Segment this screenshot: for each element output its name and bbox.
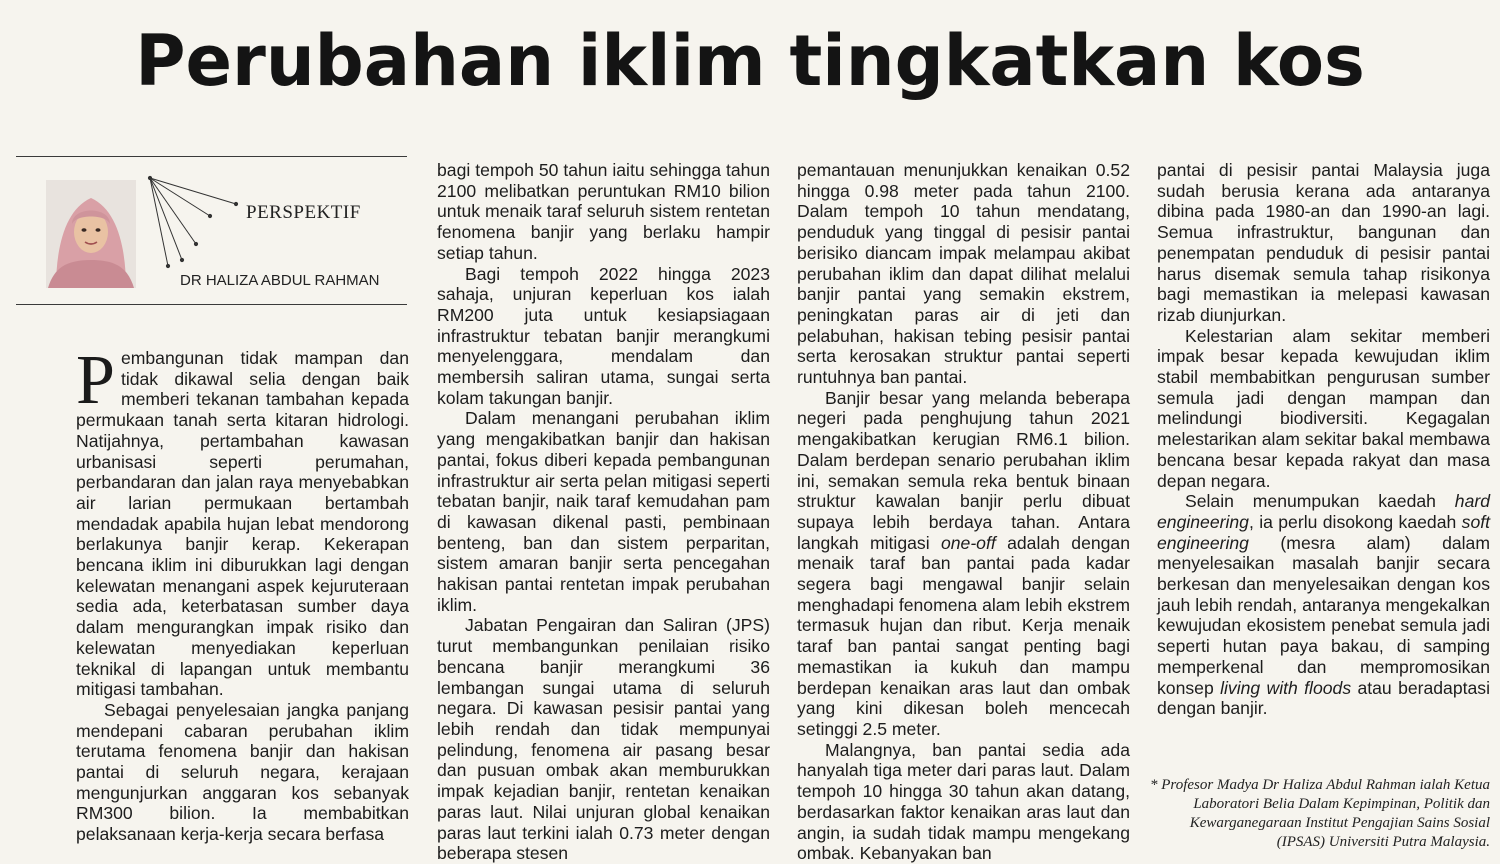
paragraph: Sebagai penyelesaian jangka panjang mendepani cabaran perubahan iklim terutama fenomena banjir dan hakisan pantai di seluruh negara, kerajaan mengunjurkan anggaran kos sebanyak RM300 bilion. Ia membabitkan pelaksanaan kerja-kerja secara berfasa xyxy=(76,699,409,845)
text-run: (mesra alam) dalam menyelesaikan masalah banjir secara berkesan dan menyelesaikan dengan kos jauh lebih rendah, antaranya mengekalkan kewujudan ekosistem penebat semula jadi seperti hutan paya bakau, di samping memperkenal dan mempromosikan konsep xyxy=(1157,532,1490,698)
author-footnote: * Profesor Madya Dr Haliza Abdul Rahman ialah Ketua Laboratori Belia Dalam Kepimpinan, Politik dan Kewarganegaraan Institut Pengajian Sains Sosial (IPSAS) Universiti Putra Malaysia. xyxy=(1150,777,1490,850)
author-photo xyxy=(46,180,136,288)
headline: Perubahan iklim tingkatkan kos xyxy=(135,20,1365,102)
italic-term: one-off xyxy=(940,532,996,553)
paragraph: Dalam menangani perubahan iklim yang mengakibatkan banjir dan hakisan pantai, fokus diberi kepada pembangunan infrastruktur air serta pelan mitigasi seperti tebatan banjir, naik taraf kemudahan pam di kawasan dikenal pasti, pembinaan benteng, ban dan sistem perparitan, sistem amaran banjir serta pencegahan hakisan pantai rentetan impak perubahan iklim. xyxy=(437,408,770,615)
paragraph: Bagi tempoh 2022 hingga 2023 sahaja, unjuran keperluan kos ialah RM200 juta untuk kesiapsiagaan infrastruktur tebatan banjir merangkumi menyelenggara, mendalam dan membersih saliran utama, sungai serta kolam takungan banjir. xyxy=(437,263,770,408)
paragraph xyxy=(797,388,1130,740)
text-run: Selain menumpukan kaedah xyxy=(1185,491,1455,512)
article-column-3 xyxy=(797,160,1130,864)
paragraph: Malangnya, ban pantai sedia ada hanyalah tiga meter dari paras laut. Dalam tempoh 10 hingga 30 tahun akan datang, berdasarkan faktor kenaikan aras laut dan angin, ia sudah tidak mampu mengekang ombak. Kebanyakan ban xyxy=(797,739,1130,864)
text-run: , ia perlu disokong kaedah xyxy=(1248,511,1462,532)
italic-term: soft engineering xyxy=(1157,511,1490,553)
article-column-4 xyxy=(1157,160,1490,719)
paragraph: Jabatan Pengairan dan Saliran (JPS) turut membangunkan penilaian risiko bencana banjir merangkumi 36 lembangan sungai utama di seluruh negara. Di kawasan pesisir pantai yang lebih rendah dan tidak mempunyai pelindung, fenomena air pasang besar dan pusuan ombak akan memburukkan impak kejadian banjir, rentetan kenaikan paras laut. Nilai unjuran global kenaikan paras laut terkini ialah 0.73 meter dengan beberapa stesen xyxy=(437,615,770,864)
italic-term: hard engineering xyxy=(1157,491,1490,532)
decorative-lines xyxy=(140,170,240,270)
paragraph: Kelestarian alam sekitar memberi impak besar kepada kewujudan iklim stabil membabitkan pengurusan sumber semula jadi dengan mampan dan melindungi biodiversiti. Kegagalan melestarikan alam sekitar bakal membawa bencana besar kepada rakyat dan masa depan negara. xyxy=(1157,325,1490,491)
column-section-label: PERSPEKTIF xyxy=(246,202,361,223)
paragraph: bagi tempoh 50 tahun iaitu sehingga tahun 2100 melibatkan peruntukan RM10 bilion untuk menaik taraf seluruh sistem rentetan fenomena banjir yang berlaku hampir setiap tahun. xyxy=(437,160,770,263)
article-column-1 xyxy=(76,342,409,845)
text-run: adalah dengan menaik taraf ban pantai pada kadar segera bagi mengawal banjir selain menghadapi fenomena alam lebih ekstrem termasuk hujan dan ribut. Kerja menaik taraf ban pantai sangat penting bagi memastikan ia kukuh dan mampu berdepan kenaikan aras laut dan ombak yang kini dikesan boleh mencecah setinggi 2.5 meter. xyxy=(797,532,1130,739)
paragraph: pantai di pesisir pantai Malaysia juga sudah berusia kerana ada antaranya dibina pada 1980-an dan 1990-an lagi. Semua infrastruktur, bangunan dan penempatan penduduk di pesisir pantai harus disemak semula tahap risikonya bagi memastikan ia melepasi kawasan rizab diunjurkan. xyxy=(1157,160,1490,325)
article-column-2 xyxy=(437,160,770,864)
byline-top-rule xyxy=(16,156,407,157)
paragraph xyxy=(1157,491,1490,719)
text-run: Banjir besar yang melanda beberapa negeri pada penghujung tahun 2021 mengakibatkan kerugian RM6.1 bilion. Dalam berdepan senario perubahan iklim ini, semakan semula reka bentuk binaan struktur kawalan banjir perlu dibuat supaya lebih berdaya tahan. Antara langkah mitigasi xyxy=(797,387,1130,553)
text-run: atau beradaptasi dengan banjir. xyxy=(1157,677,1491,719)
drop-cap: P xyxy=(76,342,115,419)
byline-bottom-rule xyxy=(16,304,407,305)
author-byline: DR HALIZA ABDUL RAHMAN xyxy=(180,272,380,289)
paragraph: pemantauan menunjukkan kenaikan 0.52 hingga 0.98 meter pada tahun 2100. Dalam tempoh 10 tahun mendatang, penduduk yang tinggal di pesisir pantai berisiko diancam impak melampau akibat perubahan iklim dan dapat dilihat melalui banjir pantai yang semakin ekstrem, peningkatan paras air di jeti dan pelabuhan, hakisan tebing pesisir pantai serta kerosakan struktur pantai seperti runtuhnya ban pantai. xyxy=(797,160,1130,388)
paragraph: embangunan tidak mampan dan tidak dikawal selia dengan baik memberi tekanan tambahan kepada permukaan tanah serta kitaran hidrologi. Natijahnya, pertambahan kawasan urbanisasi seperti perumahan, perbandaran dan jalan raya menyebabkan air larian permukaan bertambah mendadak apabila hujan lebat mendorong berlakunya banjir kerap. Kekerapan bencana iklim ini diburukkan lagi dengan kelewatan menangani aspek kejuruteraan sedia ada, keterbatasan sumber daya dalam mengurangkan impak risiko dan kelewatan menyediakan keperluan teknikal di lapangan untuk membantu mitigasi tambahan. xyxy=(76,348,409,700)
italic-term: living with floods xyxy=(1220,677,1352,698)
